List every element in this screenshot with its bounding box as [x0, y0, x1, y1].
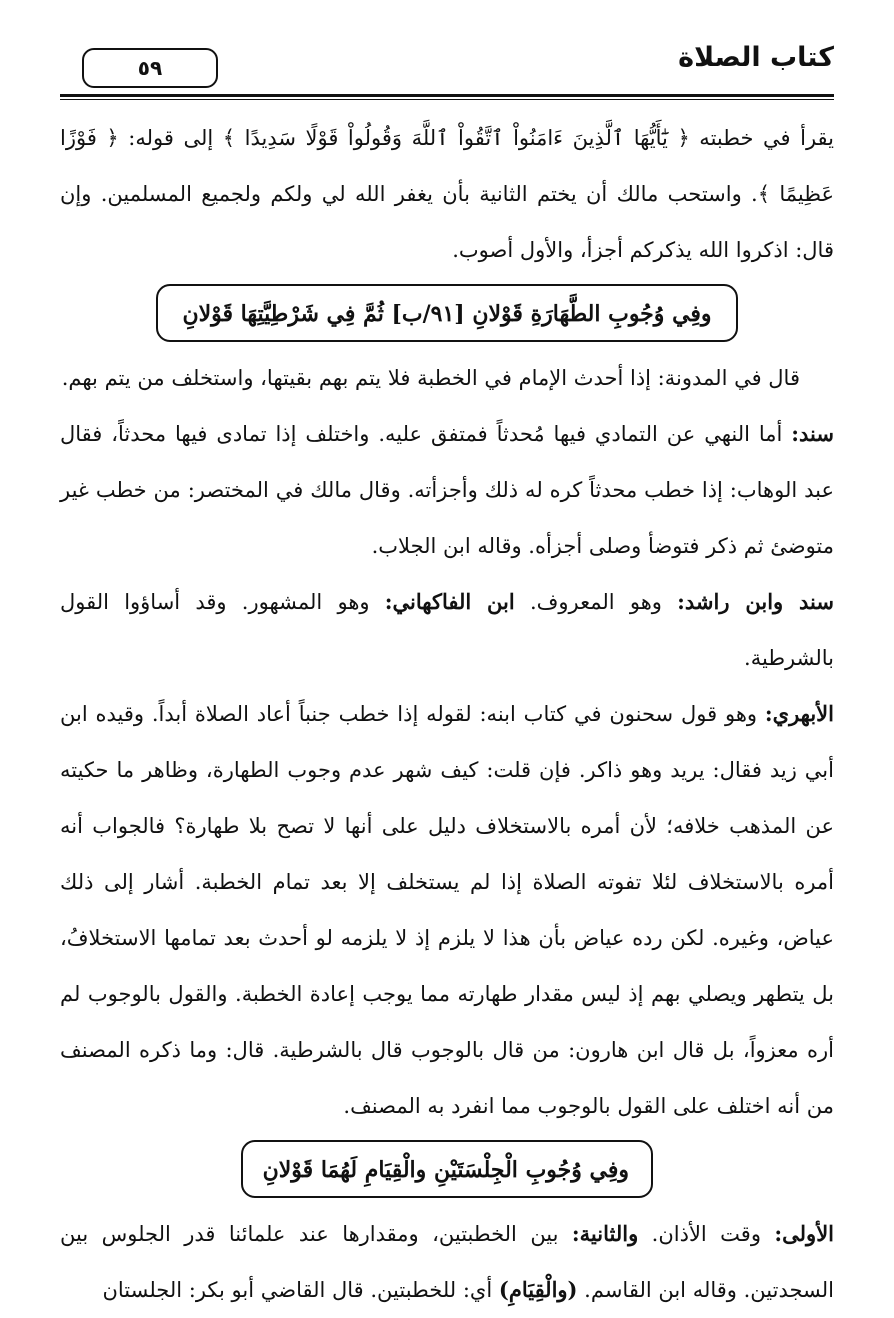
- paragraph-5: [60, 686, 834, 1134]
- paragraph-4-label-2: ابن الفاكهاني:: [384, 589, 515, 614]
- header-rule-thin: [60, 99, 834, 100]
- section-heading-sittings: وفِي وُجُوبِ الْجِلْسَتَيْنِ والْقِيَامِ لَهُمَا قَوْلانِ: [241, 1140, 653, 1198]
- paragraph-6-label-2: والثانية:: [571, 1221, 639, 1246]
- paragraph-2: [60, 350, 834, 406]
- paragraph-6-text-1: وقت الأذان.: [638, 1222, 775, 1246]
- paragraph-6-label-1: الأولى:: [774, 1221, 835, 1246]
- paragraph-1-text: يقرأ في خطبته ﴿ يَٰٓأَيُّهَا ٱلَّذِينَ ءَامَنُواْ ٱتَّقُواْ ٱللَّهَ وَقُولُواْ قَوْلًا سَدِيدًا ﴾ إلى قوله: ﴿ فَوْزًا عَظِيمًا ﴾. واستحب مالك أن يختم الثانية بأن يغفر الله لي ولكم ولجميع المسلمين. وإن قال: اذكروا الله يذكركم أجزأ، والأول أصوب.: [60, 126, 834, 262]
- paragraph-4-label-1: سند وابن راشد:: [677, 589, 834, 614]
- paragraph-6-text-2: بين الخطبتين، ومقدارها عند علمائنا قدر الجلوس بين السجدتين. وقاله ابن القاسم.: [60, 1222, 834, 1302]
- page-body: [60, 110, 834, 1318]
- paragraph-4-text-1: وهو المعروف.: [514, 590, 678, 614]
- paragraph-6: [60, 1206, 834, 1318]
- book-page: [60, 40, 835, 1302]
- section-heading-purity: وفِي وُجُوبِ الطَّهَارَةِ قَوْلانِ [٩١/ب] ثُمَّ فِي شَرْطِيَّتِهَا قَوْلانِ: [156, 284, 738, 342]
- paragraph-2-text: قال في المدونة: إذا أحدث الإمام في الخطبة فلا يتم بهم بقيتها، واستخلف من يتم بهم.: [61, 366, 800, 390]
- paragraph-5-text: وهو قول سحنون في كتاب ابنه: لقوله إذا خطب جنباً أعاد الصلاة أبداً. وقيده ابن أبي زيد فقال: يريد وهو ذاكر. فإن قلت: كيف شهر عدم وجوب الطهارة، وظاهر ما حكيته عن المذهب خلافه؛ لأن أمره بالاستخلاف دليل على أنها لا تصح بلا طهارة؟ فالجواب أنه أمره بالاستخلاف لئلا تفوته الصلاة إذا لم يستخلف إلا بعد تمام الخطبة. أشار إلى ذلك عياض، وغيره. لكن رده عياض بأن هذا لا يلزم إذ لا يلزمه لو أحدث بعد تمامها الاستخلافُ، بل يتطهر ويصلي بهم إذ ليس مقدار طهارته مما يوجب إعادة الخطبة. والقول بالوجوب لم أره معزواً، بل قال ابن هارون: من قال بالوجوب قال بالشرطية. قال: وما ذكره المصنف من أنه اختلف على القول بالوجوب مما انفرد به المصنف.: [60, 702, 834, 1118]
- paragraph-1: [60, 110, 834, 278]
- paragraph-4: [60, 574, 834, 686]
- running-title: كتاب الصلاة: [678, 42, 834, 73]
- paragraph-3-text: أما النهي عن التمادي فيها مُحدثاً فمتفق عليه. واختلف إذا تمادى فيها محدثاً، فقال عبد الوهاب: إذا خطب محدثاً كره له ذلك وأجزأته. وقال مالك في المختصر: من خطب غير متوضئ ثم ذكر فتوضأ وصلى أجزأه. وقاله ابن الجلاب.: [60, 422, 834, 558]
- paragraph-3: [60, 406, 834, 574]
- paragraph-3-label: سند:: [791, 421, 834, 446]
- paragraph-4-text-2: وهو المشهور. وقد أساؤوا القول بالشرطية.: [60, 590, 834, 670]
- page-header: [60, 40, 834, 92]
- heading-1-wrap: [60, 284, 834, 342]
- paragraph-6-label-3: (والْقِيَامِ): [498, 1277, 578, 1302]
- paragraph-6-text-3: أي: للخطبتين. قال القاضي أبو بكر: الجلستان: [102, 1278, 499, 1302]
- header-rule: [60, 94, 834, 97]
- heading-2-wrap: [60, 1140, 834, 1198]
- paragraph-5-label: الأبهري:: [764, 701, 834, 726]
- page-number: ٥٩: [82, 48, 218, 88]
